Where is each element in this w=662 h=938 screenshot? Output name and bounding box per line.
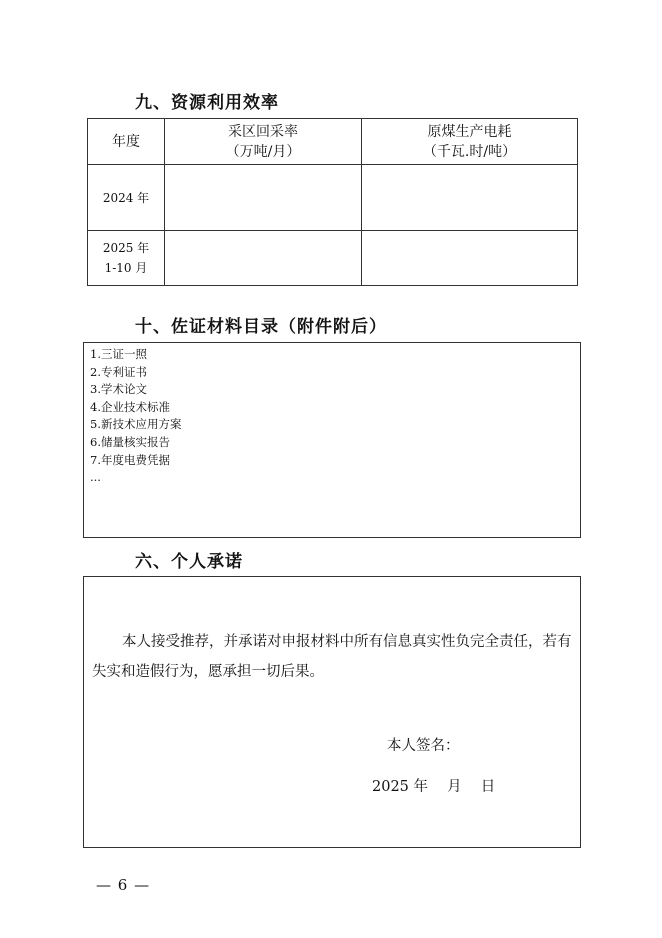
list-item: 5.新技术应用方案	[90, 417, 182, 432]
row-recovery-cell[interactable]	[165, 231, 362, 286]
table-header-row	[88, 119, 578, 165]
header-power-consumption	[362, 119, 578, 165]
signature-label[interactable]: 本人签名：	[387, 738, 460, 754]
row-year	[88, 165, 165, 231]
table-row	[88, 165, 578, 231]
row-year-line1: 2025 年	[102, 241, 150, 255]
header-recovery-line1: 采区回采率	[228, 123, 298, 140]
page-number: — 6 —	[96, 876, 151, 894]
header-recovery-rate	[165, 119, 362, 165]
personal-commitment-box	[83, 576, 581, 848]
header-year-label: 年度	[112, 133, 140, 150]
row-year	[88, 231, 165, 286]
table-row	[88, 231, 578, 286]
list-item: 4.企业技术标准	[90, 399, 170, 414]
list-item: 3.学术论文	[90, 382, 147, 397]
row-power-cell[interactable]	[362, 165, 578, 231]
section-9-title: 九、资源利用效率	[135, 93, 279, 113]
list-item: 7.年度电费凭据	[90, 452, 170, 467]
commitment-text: 本人接受推荐，并承诺对申报材料中所有信息真实性负完全责任，若有失实和造假行为，愿承担一切后果。	[92, 634, 572, 680]
header-power-line1: 原煤生产电耗	[427, 123, 512, 140]
section-6-title: 六、个人承诺	[135, 552, 243, 572]
list-item: 2.专利证书	[90, 364, 147, 379]
section-10-title: 十、佐证材料目录（附件附后）	[135, 317, 387, 337]
list-item: 6.储量核实报告	[90, 434, 170, 449]
list-item: ...	[90, 470, 101, 485]
row-recovery-cell[interactable]	[165, 165, 362, 231]
attachments-list-box[interactable]	[83, 342, 581, 538]
header-year	[88, 119, 165, 165]
header-recovery-line2: （万吨/月）	[225, 143, 301, 160]
header-power-line2: （千瓦.时/吨）	[422, 143, 517, 160]
list-item: 1.三证一照	[90, 347, 147, 361]
resource-efficiency-table	[87, 118, 578, 286]
row-year-line2: 1-10 月	[104, 261, 148, 275]
signature-date[interactable]: 2025 年 月 日	[372, 779, 496, 795]
row-power-cell[interactable]	[362, 231, 578, 286]
row-year-line1: 2024 年	[102, 190, 150, 205]
